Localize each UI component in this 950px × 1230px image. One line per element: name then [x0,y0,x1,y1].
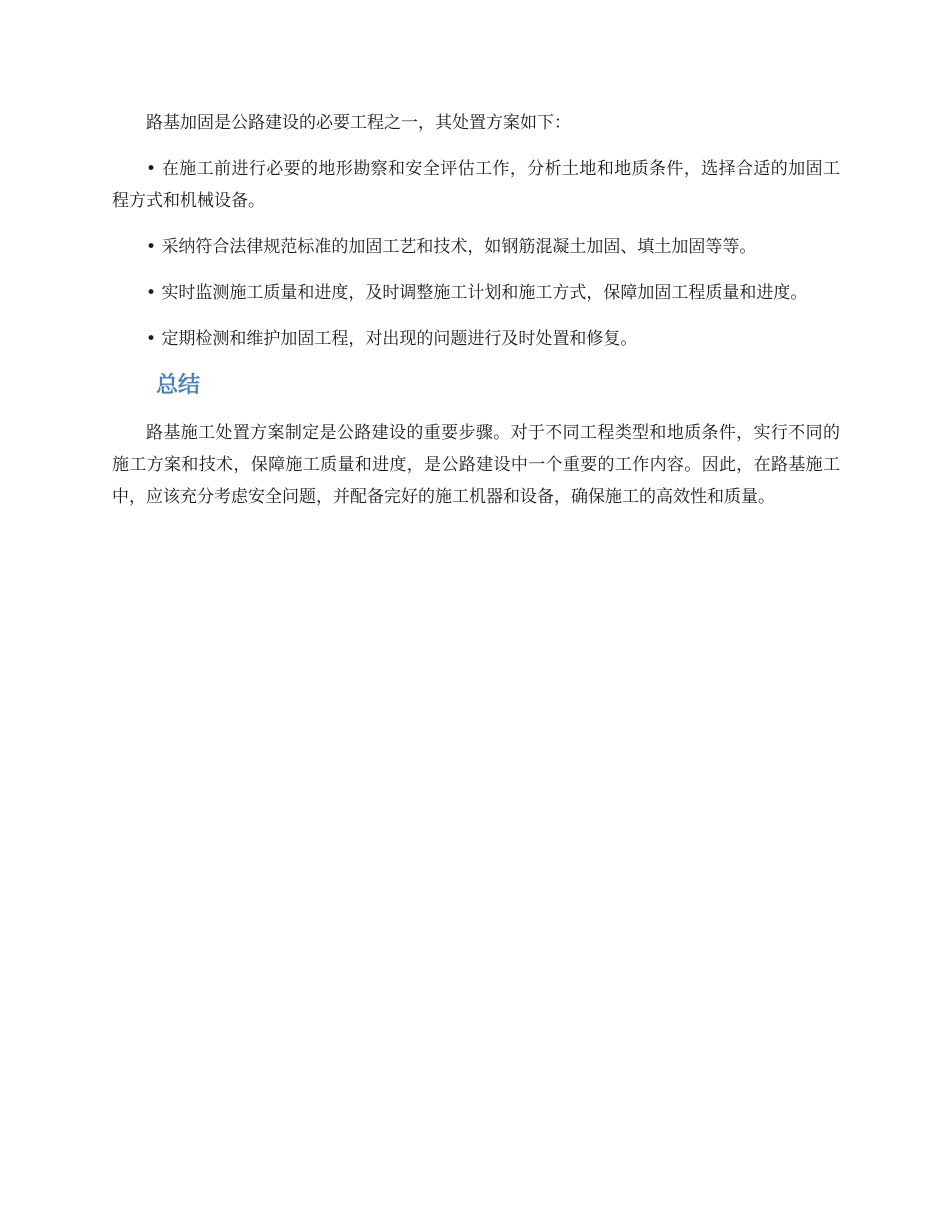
bullet-marker: • [146,159,157,179]
bullet-marker: • [146,237,157,257]
bullet-text: 在施工前进行必要的地形勘察和安全评估工作，分析土地和地质条件，选择合适的加固工程方式和机械设备。 [112,159,841,211]
intro-paragraph: 路基加固是公路建设的必要工程之一，其处置方案如下： [146,113,571,133]
bullet-text: 定期检测和维护加固工程，对出现的问题进行及时处置和修复。 [161,329,638,349]
bullet-item-4 [112,323,840,355]
bullet-item-3 [112,277,840,309]
bullet-marker: • [146,329,157,349]
bullet-marker: • [146,283,157,303]
bullet-text: 实时监测施工质量和进度，及时调整施工计划和施工方式，保障加固工程质量和进度。 [161,283,808,303]
bullet-item-2 [112,231,840,263]
bullet-text: 采纳符合法律规范标准的加固工艺和技术，如钢筋混凝土加固、填土加固等等。 [161,237,757,257]
summary-heading: 总结 [156,373,201,398]
document-body [112,107,840,527]
summary-paragraph: 路基施工处置方案制定是公路建设的重要步骤。对于不同工程类型和地质条件，实行不同的施工方案和技术，保障施工质量和进度，是公路建设中一个重要的工作内容。因此，在路基施工中，应该充分考虑安全问题，并配备完好的施工机器和设备，确保施工的高效性和质量。 [112,423,840,507]
bullet-item-1 [112,153,840,217]
